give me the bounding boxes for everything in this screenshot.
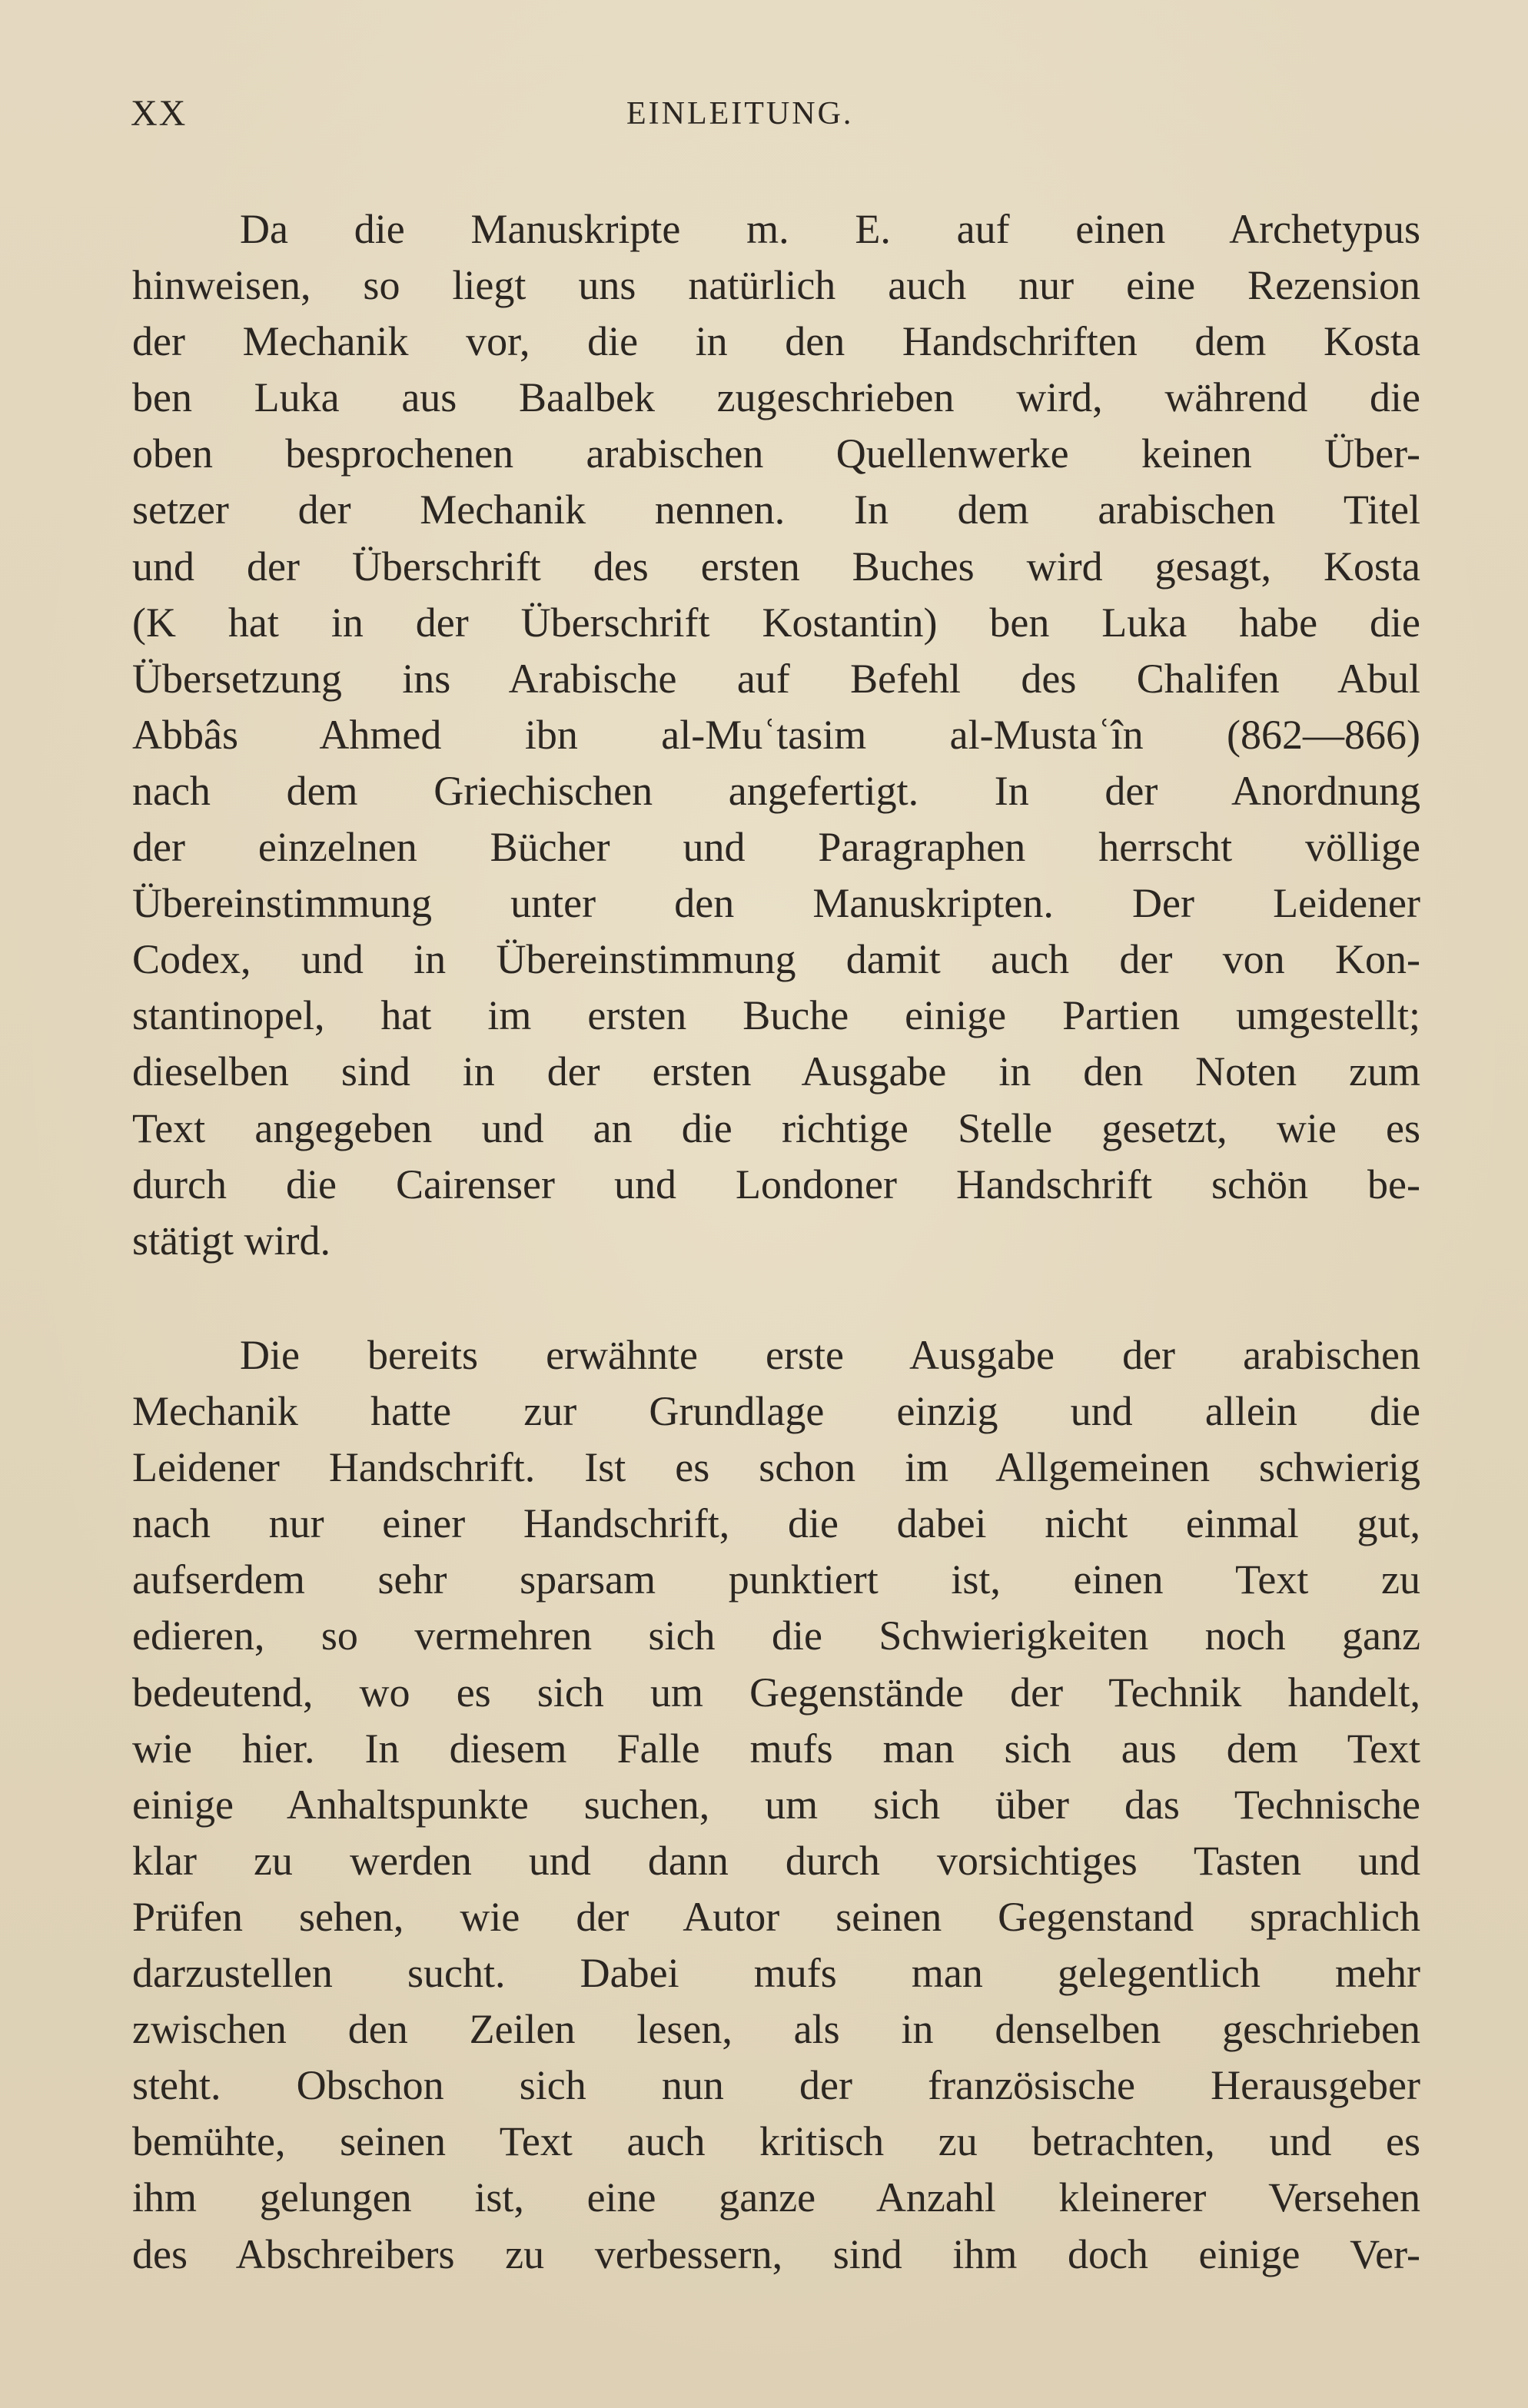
text-line: edieren, so vermehren sich die Schwierigkeiten noch ganz — [132, 1613, 1420, 1659]
text-line: darzustellen sucht. Dabei mufs man gelegentlich mehr — [132, 1950, 1420, 1997]
text-line: nach dem Griechischen angefertigt. In der Anordnung — [132, 767, 1420, 814]
text-line: Da die Manuskripte m. E. auf einen Archetypus — [240, 206, 1420, 252]
paragraph-2 — [132, 1327, 1420, 2283]
text-line: Text angegeben und an die richtige Stelle gesetzt, wie es — [132, 1104, 1420, 1151]
text-line: einige Anhaltspunkte suchen, um sich über das Technische — [132, 1781, 1420, 1828]
text-line: stantinopel, hat im ersten Buche einige Partien umgestellt; — [132, 992, 1420, 1039]
running-header — [131, 92, 1422, 146]
text-line: und der Überschrift des ersten Buches wird gesagt, Kosta — [132, 543, 1420, 590]
text-line: steht. Obschon sich nun der französische Herausgeber — [132, 2062, 1420, 2109]
text-line: Übereinstimmung unter den Manuskripten. Der Leidener — [132, 880, 1420, 927]
text-line: bemühte, seinen Text auch kritisch zu betrachten, und es — [132, 2118, 1420, 2165]
text-line: dieselben sind in der ersten Ausgabe in den Noten zum — [132, 1048, 1420, 1095]
text-line: des Abschreibers zu verbessern, sind ihm doch einige Ver- — [132, 2230, 1420, 2277]
text-line: ben Luka aus Baalbek zugeschrieben wird, während die — [132, 374, 1420, 421]
text-line: Abbâs Ahmed ibn al-Muʿtasim al-Mustaʿîn (862—866) — [132, 711, 1420, 758]
text-line: bedeutend, wo es sich um Gegenstände der Technik handelt, — [132, 1669, 1420, 1715]
text-line: der einzelnen Bücher und Paragraphen herrscht völlige — [132, 824, 1420, 871]
text-line: oben besprochenen arabischen Quellenwerke keinen Über- — [132, 430, 1420, 477]
text-line: setzer der Mechanik nennen. In dem arabischen Titel — [132, 487, 1420, 533]
text-line: klar zu werden und dann durch vorsichtiges Tasten und — [132, 1837, 1420, 1884]
text-line: Die bereits erwähnte erste Ausgabe der arabischen — [240, 1332, 1420, 1378]
text-line: nach nur einer Handschrift, die dabei nicht einmal gut, — [132, 1500, 1420, 1547]
text-line: zwischen den Zeilen lesen, als in denselben geschrieben — [132, 2006, 1420, 2053]
text-line: Prüfen sehen, wie der Autor seinen Gegenstand sprachlich — [132, 1893, 1420, 1940]
text-line: ihm gelungen ist, eine ganze Anzahl kleinerer Versehen — [132, 2174, 1420, 2221]
text-line: wie hier. In diesem Falle mufs man sich aus dem Text — [132, 1725, 1420, 1772]
text-line: Übersetzung ins Arabische auf Befehl des Chalifen Abul — [132, 655, 1420, 702]
text-line: stätigt wird. — [132, 1217, 331, 1264]
text-line: durch die Cairenser und Londoner Handschrift schön be- — [132, 1161, 1420, 1207]
text-line: Leidener Handschrift. Ist es schon im Allgemeinen schwierig — [132, 1444, 1420, 1491]
text-line: (K hat in der Überschrift Kostantin) ben Luka habe die — [132, 599, 1420, 646]
text-line: der Mechanik vor, die in den Handschriften dem Kosta — [132, 318, 1420, 365]
text-line: hinweisen, so liegt uns natürlich auch nur eine Rezension — [132, 262, 1420, 309]
text-line: Codex, und in Übereinstimmung damit auch der von Kon- — [132, 936, 1420, 983]
page-number: XX — [131, 93, 188, 134]
paragraph-1 — [132, 201, 1420, 1269]
running-title: EINLEITUNG. — [626, 96, 854, 131]
text-line: aufserdem sehr sparsam punktiert ist, einen Text zu — [132, 1556, 1420, 1603]
text-line: Mechanik hatte zur Grundlage einzig und allein die — [132, 1388, 1420, 1435]
